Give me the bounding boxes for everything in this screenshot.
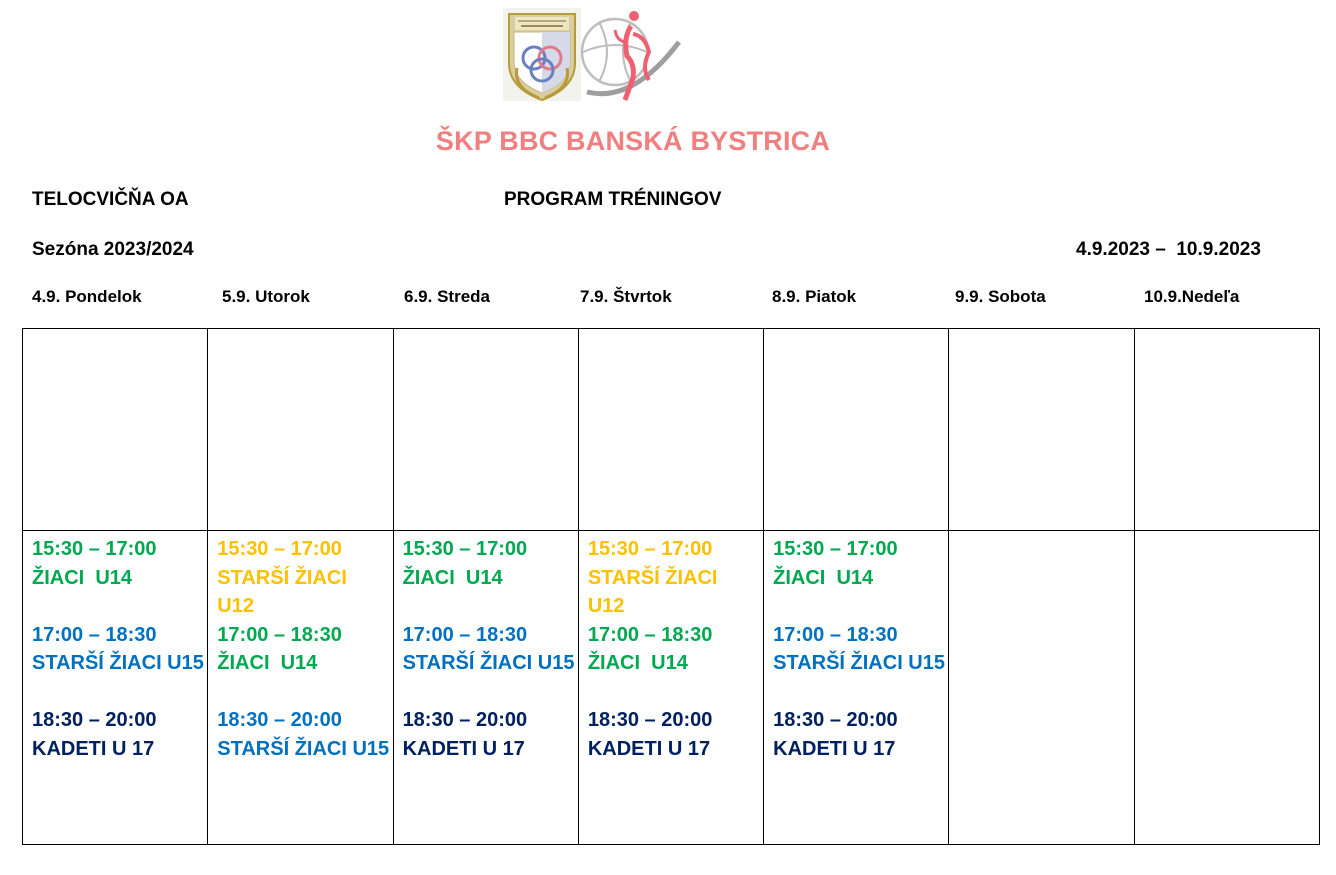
session-time: 15:30 – 17:00 <box>773 538 898 560</box>
session-time: 15:30 – 17:00 <box>217 538 342 560</box>
schedule-cell-monday <box>23 531 208 845</box>
empty-cell <box>208 329 393 531</box>
day-header-friday: 8.9. Piatok <box>772 287 857 306</box>
day-header-monday: 4.9. Pondelok <box>32 287 142 306</box>
empty-cell <box>23 329 208 531</box>
logos <box>503 8 683 103</box>
session-group: KADETI U 17 <box>773 737 896 760</box>
session-group: KADETI U 17 <box>32 737 155 760</box>
day-header-saturday: 9.9. Sobota <box>955 287 1046 306</box>
session-group: ŽIACI U14 <box>217 652 318 674</box>
program-label: PROGRAM TRÉNINGOV <box>504 189 722 210</box>
schedule-cell-wednesday <box>393 531 578 845</box>
session-time: 15:30 – 17:00 <box>587 538 713 560</box>
day-header-sunday: 10.9.Nedeľa <box>1144 287 1240 306</box>
empty-cell <box>764 329 949 531</box>
session-time: 18:30 – 20:00 <box>402 709 528 731</box>
session-group: KADETI U 17 <box>587 737 711 760</box>
session-time: 18:30 – 20:00 <box>32 709 157 731</box>
session-group: STARŠÍ ŽIACI U15 <box>773 652 945 674</box>
schedule-cell-friday <box>764 531 949 845</box>
empty-cell <box>949 329 1134 531</box>
session-time: 17:00 – 18:30 <box>217 623 342 646</box>
session-group: STARŠÍ ŽIACI U15 <box>217 737 390 760</box>
session-time: 15:30 – 17:00 <box>32 538 157 560</box>
session-group: STARŠÍ ŽIACI U15 <box>402 652 575 674</box>
session-group: ŽIACI U14 <box>402 566 503 589</box>
schedule-cell-tuesday <box>208 531 393 845</box>
day-header-tuesday: 5.9. Utorok <box>222 287 310 306</box>
date-range: 4.9.2023 – 10.9.2023 <box>1076 239 1261 260</box>
session-group: STARŠÍ ŽIACI U12 <box>587 566 718 617</box>
session-time: 17:00 – 18:30 <box>587 623 713 646</box>
empty-cell <box>578 329 763 531</box>
venue-label: TELOCVIČŇA OA <box>32 189 189 210</box>
session-time: 17:00 – 18:30 <box>773 623 898 646</box>
session-group: ŽIACI U14 <box>773 566 874 589</box>
day-header-wednesday: 6.9. Streda <box>404 287 490 306</box>
session-time: 18:30 – 20:00 <box>587 709 713 731</box>
season-label: Sezóna 2023/2024 <box>32 239 194 260</box>
session-group: STARŠÍ ŽIACI U15 <box>32 652 204 674</box>
session-time: 17:00 – 18:30 <box>402 623 528 646</box>
session-time: 18:30 – 20:00 <box>773 709 898 731</box>
table-row-empty <box>23 329 1320 531</box>
club-crest-icon <box>503 8 683 103</box>
page-title: ŠKP BBC BANSKÁ BYSTRICA <box>435 126 831 156</box>
session-time: 15:30 – 17:00 <box>402 538 528 560</box>
day-header-thursday: 7.9. Štvrtok <box>580 287 672 306</box>
session-group: ŽIACI U14 <box>587 652 688 674</box>
session-group: KADETI U 17 <box>402 737 525 760</box>
basketball-icon <box>582 11 679 100</box>
session-time: 18:30 – 20:00 <box>217 709 342 731</box>
session-group: ŽIACI U14 <box>32 566 133 589</box>
empty-cell <box>393 329 578 531</box>
schedule-cell-thursday <box>578 531 763 845</box>
schedule-table <box>22 328 1320 845</box>
empty-cell <box>1134 329 1319 531</box>
session-time: 17:00 – 18:30 <box>32 623 157 646</box>
session-group: STARŠÍ ŽIACI U12 <box>217 566 347 617</box>
schedule-cell-sunday <box>1134 531 1319 845</box>
schedule-cell-saturday <box>949 531 1134 845</box>
table-row-sessions <box>23 531 1320 845</box>
